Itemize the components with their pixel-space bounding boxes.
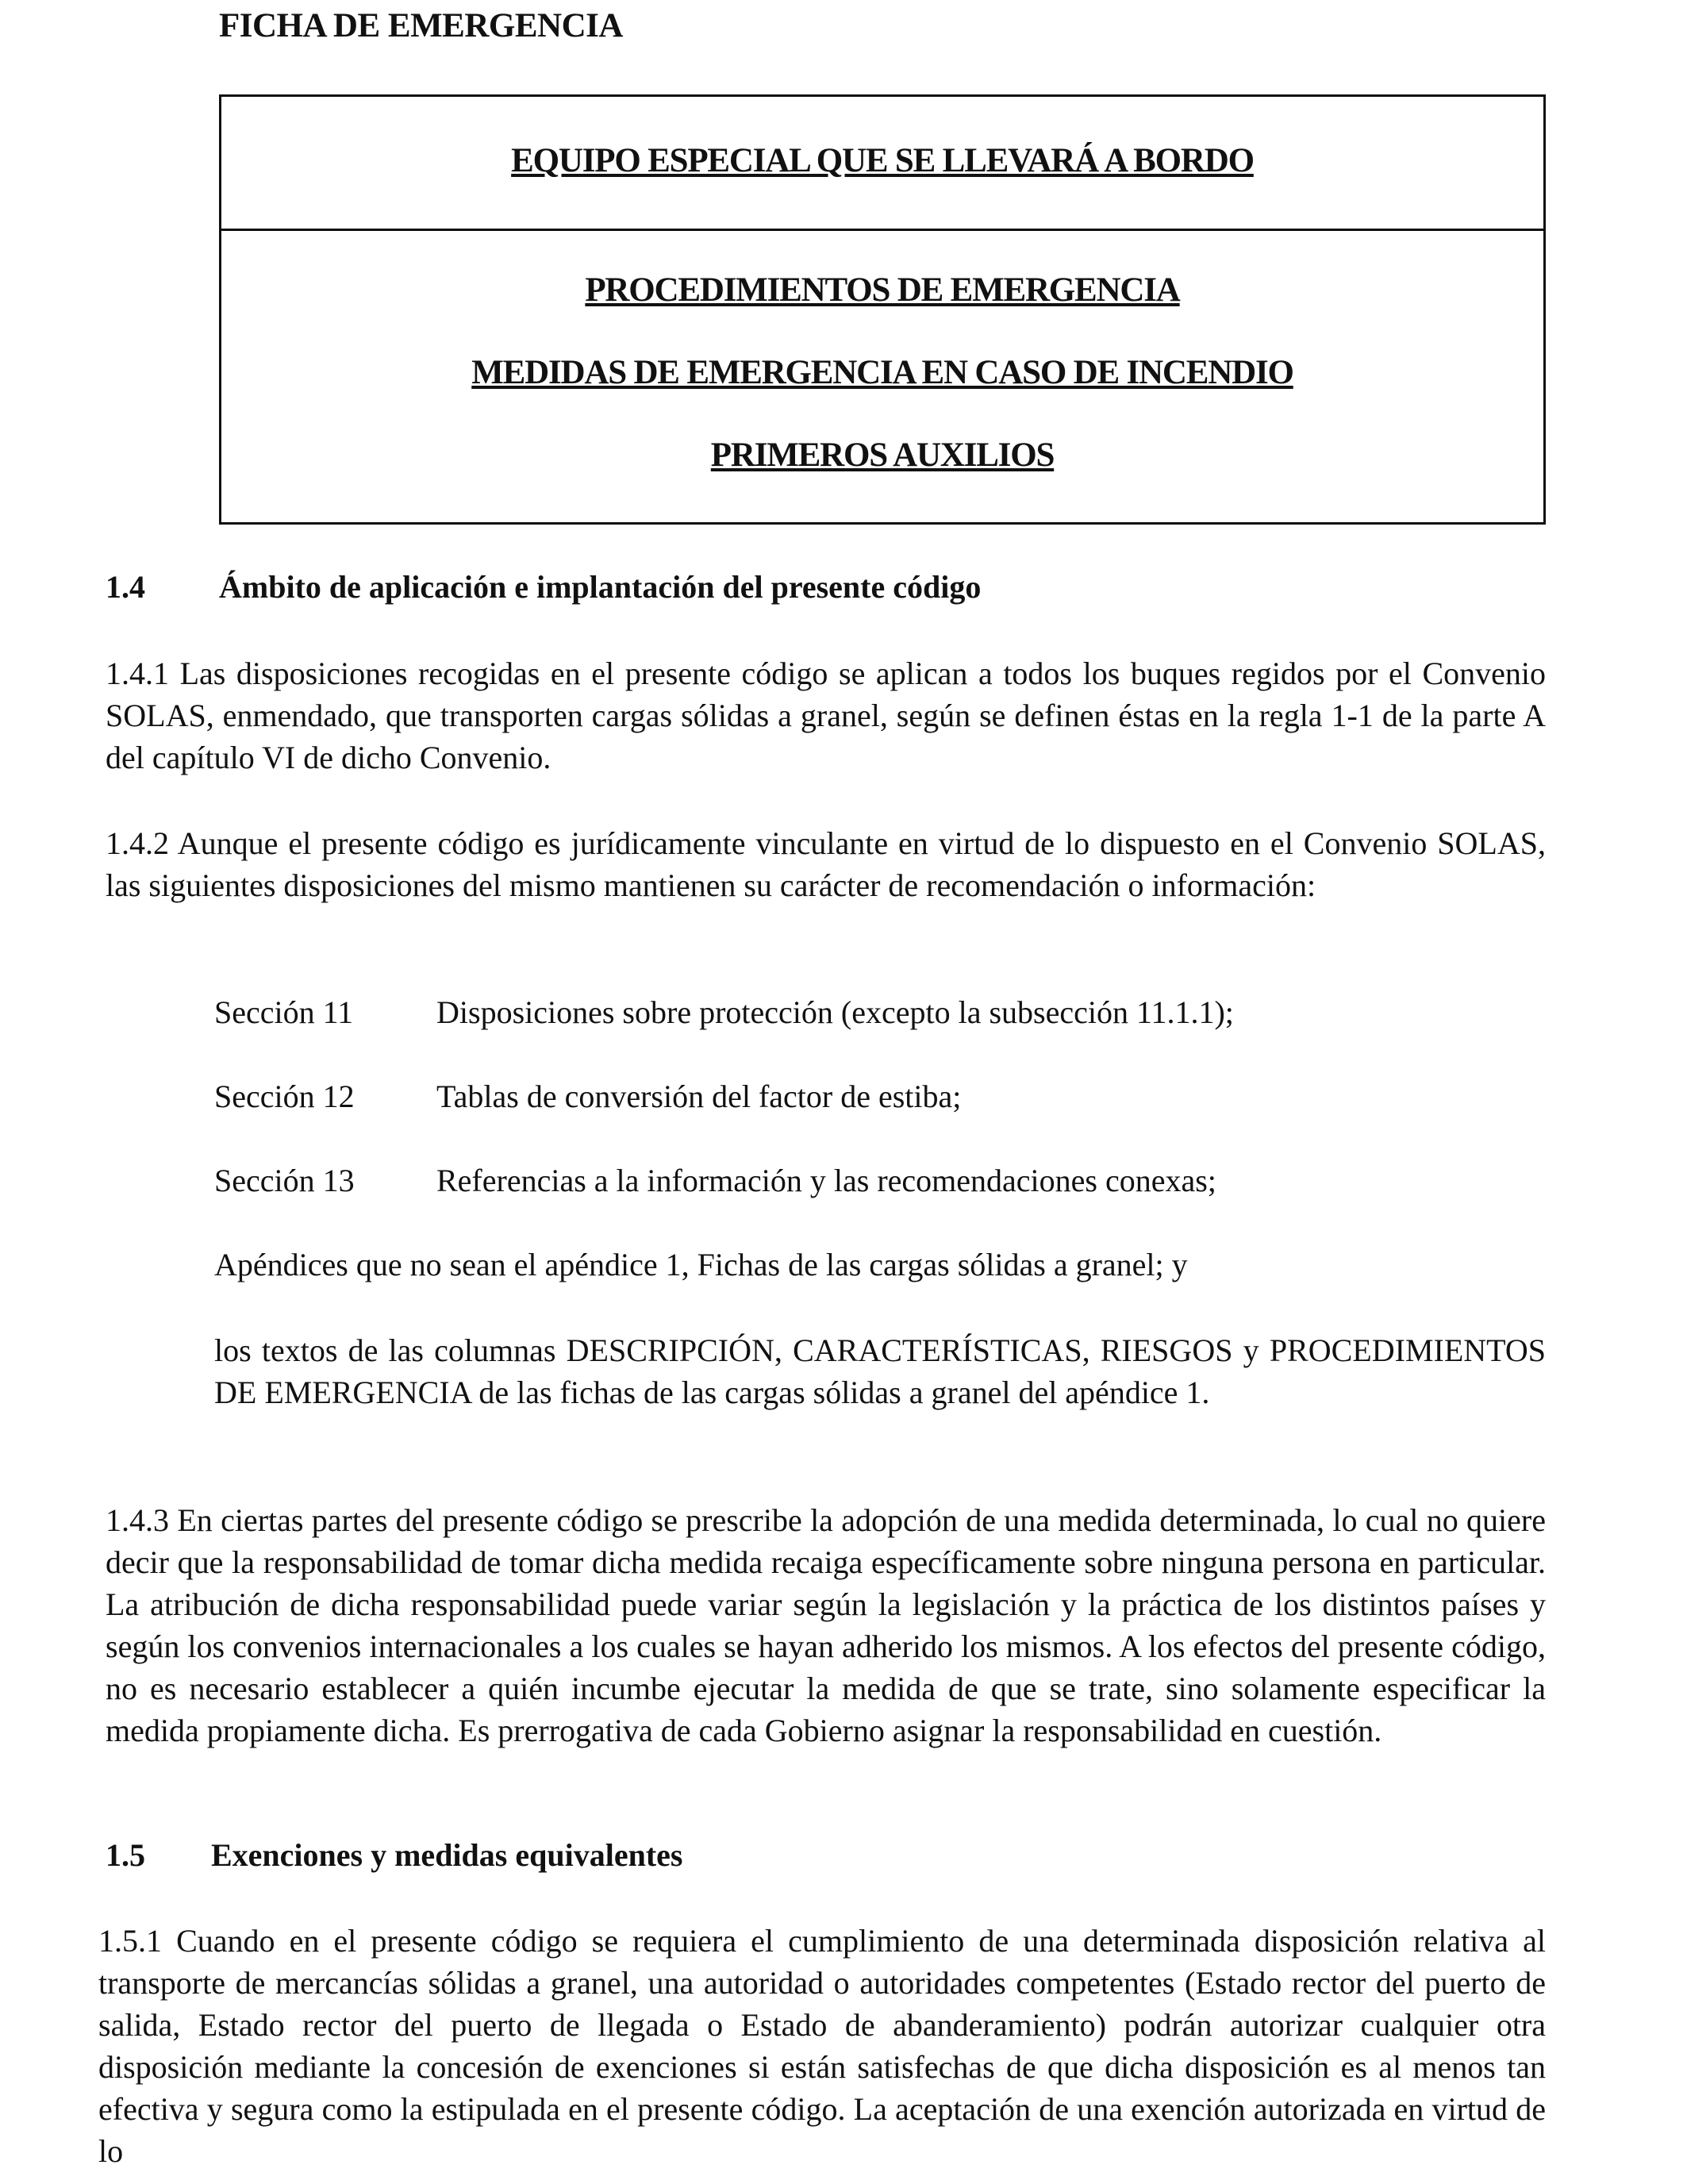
box-title-first-aid: PRIMEROS AUXILIOS [710,436,1055,474]
list-item-text: Referencias a la información y las recomendaciones conexas; [436,1163,1216,1198]
page-heading: FICHA DE EMERGENCIA [219,7,623,44]
box-title-special-equipment: EQUIPO ESPECIAL QUE SE LLEVARÁ A BORDO [511,142,1254,179]
appendices-line: Apéndices que no sean el apéndice 1, Fichas de las cargas sólidas a granel; y [214,1247,1188,1282]
section-title: Ámbito de aplicación e implantación del presente código [219,569,982,605]
emergency-form-box [219,94,1546,525]
list-item [214,1075,1547,1117]
box-divider [221,229,1543,231]
box-title-emergency-procedures: PROCEDIMIENTOS DE EMERGENCIA [585,271,1180,309]
list-item-label: Sección 12 [214,1079,355,1114]
section-number: 1.4 [106,569,145,605]
section-title: Exenciones y medidas equivalentes [211,1837,683,1873]
list-item-label: Sección 13 [214,1163,355,1198]
paragraph-1-4-1: 1.4.1 Las disposiciones recogidas en el presente código se aplican a todos los buques regidos por el Convenio SOLAS, enmendado, que transporten cargas sólidas a granel, según se definen éstas en la regla 1-1 de la parte A del capítulo VI de dicho Convenio. [106,656,1546,775]
section-number: 1.5 [106,1837,145,1873]
list-item-label: Sección 11 [214,994,354,1030]
columns-paragraph: los textos de las columnas DESCRIPCIÓN, CARACTERÍSTICAS, RIESGOS y PROCEDIMIENTOS DE EMERGENCIA de las fichas de las cargas sólidas a granel del apéndice 1. [214,1332,1546,1410]
paragraph-1-4-2: 1.4.2 Aunque el presente código es jurídicamente vinculante en virtud de lo dispuesto en el Convenio SOLAS, las siguientes disposiciones del mismo mantienen su carácter de recomendación o información: [106,825,1546,903]
list-item [214,991,1547,1033]
list-item [214,1159,1547,1202]
box-title-fire-measures: MEDIDAS DE EMERGENCIA EN CASO DE INCENDIO [471,354,1293,391]
paragraph-1-5-1: 1.5.1 Cuando en el presente código se requiera el cumplimiento de una determinada disposición relativa al transporte de mercancías sólidas a granel, una autoridad o autoridades competentes (Estado rector del puerto de salida, Estado rector del puerto de llegada o Estado de abanderamiento) podrán autorizar cualquier otra disposición mediante la concesión de exenciones si están satisfechas de que dicha disposición es al menos tan efectiva y segura como la estipulada en el presente código. La aceptación de una exención autorizada en virtud de lo [98,1923,1546,2169]
section-heading-1-4 [106,568,1546,608]
paragraph-1-4-3: 1.4.3 En ciertas partes del presente código se prescribe la adopción de una medida determinada, lo cual no quiere decir que la responsabilidad de tomar dicha medida recaiga específicamente sobre ninguna persona en particular. La atribución de dicha responsabilidad puede variar según la legislación y la práctica de los distintos países y según los convenios internacionales a los cuales se hayan adherido los mismos. A los efectos del presente código, no es necesario establecer a quién incumbe ejecutar la medida de que se trate, sino solamente especificar la medida propiamente dicha. Es prerrogativa de cada Gobierno asignar la responsabilidad en cuestión. [106,1502,1546,1748]
list-item-text: Disposiciones sobre protección (excepto la subsección 11.1.1); [436,994,1234,1030]
section-heading-1-5 [106,1836,1546,1876]
list-item-text: Tablas de conversión del factor de estiba; [436,1079,962,1114]
